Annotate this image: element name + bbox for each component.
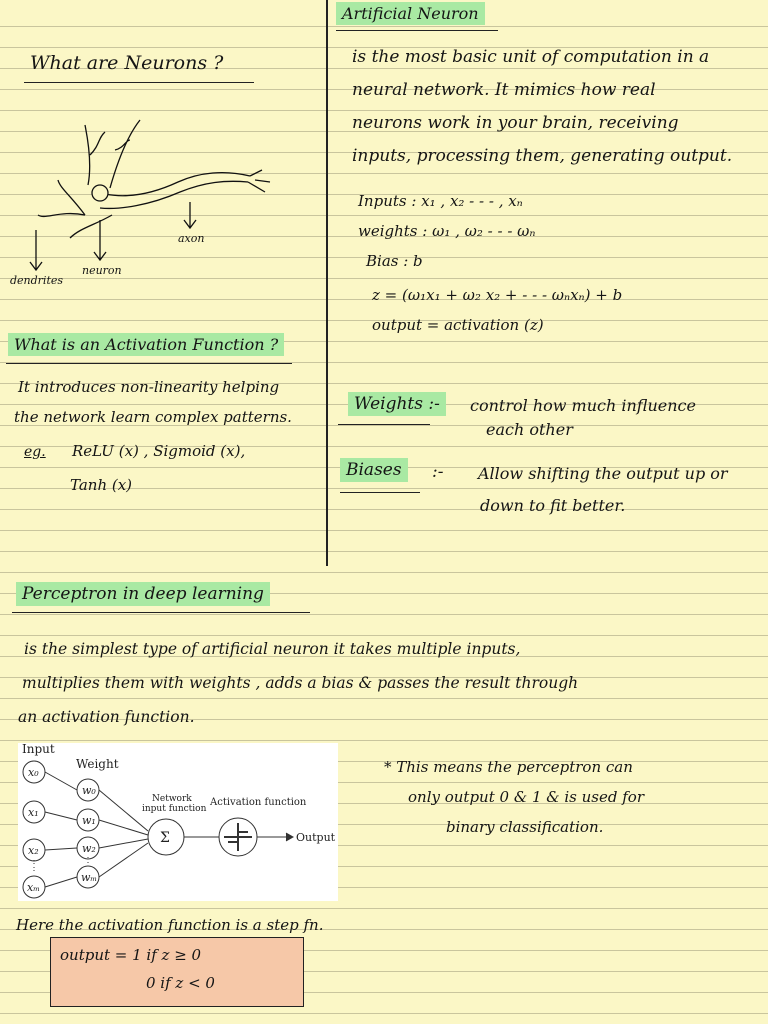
diagram-weight-title: Weight xyxy=(76,757,119,771)
divider-top xyxy=(326,0,328,326)
perceptron-note-3: binary classification. xyxy=(446,818,604,836)
perceptron-heading-underline xyxy=(12,612,310,613)
artificial-desc-3: neurons work in your brain, receiving xyxy=(352,113,679,133)
biases-desc-1: Allow shifting the output up or xyxy=(478,464,728,483)
artificial-formula: z = (ω₁x₁ + ω₂ x₂ + - - - ωₙxₙ) + b xyxy=(372,286,623,304)
neuron-heading-underline xyxy=(24,82,254,83)
step-line-1: output = 1 if z ≥ 0 xyxy=(60,946,202,964)
diagram-output-label: Output xyxy=(296,831,336,844)
artificial-weights: weights : ω₁ , ω₂ - - - ωₙ xyxy=(358,222,536,240)
perceptron-heading: Perceptron in deep learning xyxy=(16,582,270,606)
perceptron-note-2: only output 0 & 1 & is used for xyxy=(408,788,644,806)
biases-sep: :- xyxy=(432,462,444,482)
perceptron-desc-3: an activation function. xyxy=(18,708,195,726)
diagram-act-label: Activation function xyxy=(210,797,307,808)
label-axon: axon xyxy=(178,232,205,245)
label-dendrites: dendrites xyxy=(10,274,64,287)
biases-underline xyxy=(340,492,420,493)
perceptron-desc-2: multiplies them with weights , adds a bias & passes the result through xyxy=(22,674,579,692)
activation-heading: What is an Activation Function ? xyxy=(8,333,284,356)
weights-term: Weights :- xyxy=(348,392,446,416)
activation-desc-1: It introduces non-linearity helping xyxy=(18,378,280,396)
activation-eg-1: ReLU (x) , Sigmoid (x), xyxy=(72,442,246,460)
label-neuron: neuron xyxy=(82,264,122,277)
perceptron-diagram-svg xyxy=(18,743,338,901)
artificial-desc-1: is the most basic unit of computation in a xyxy=(352,47,710,67)
activation-heading-underline xyxy=(6,363,292,364)
diagram-input-0: x₀ xyxy=(28,766,39,779)
activation-eg-2: Tanh (x) xyxy=(70,476,133,494)
biases-desc-2: down to fit better. xyxy=(480,496,626,515)
step-line-2: 0 if z < 0 xyxy=(146,974,215,992)
diagram-input-1: x₁ xyxy=(28,806,39,819)
artificial-desc-2: neural network. It mimics how real xyxy=(352,80,656,100)
artificial-heading-underline xyxy=(336,30,498,31)
artificial-desc-4: inputs, processing them, generating output. xyxy=(352,146,733,166)
diagram-weight-0: w₀ xyxy=(82,784,96,797)
diagram-input-3: xₘ xyxy=(27,881,40,894)
diagram-sum-symbol: Σ xyxy=(160,830,170,846)
neuron-heading: What are Neurons ? xyxy=(30,52,224,74)
weights-underline xyxy=(338,424,430,425)
neuron-sketch xyxy=(0,110,320,290)
perceptron-desc-1: is the simplest type of artificial neuron it takes multiple inputs, xyxy=(24,640,521,658)
perceptron-note-1: * This means the perceptron can xyxy=(384,758,633,776)
diagram-weight-2: w₂ xyxy=(82,842,96,855)
diagram-input-2: x₂ xyxy=(28,844,39,857)
artificial-bias: Bias : b xyxy=(366,252,423,270)
weights-desc-1: control how much influence xyxy=(470,396,696,415)
diagram-net-label-1: Network xyxy=(152,794,192,804)
artificial-output: output = activation (z) xyxy=(372,316,544,334)
activation-desc-2: the network learn complex patterns. xyxy=(14,408,292,426)
biases-term: Biases xyxy=(340,458,408,482)
diagram-weight-3: wₘ xyxy=(81,871,98,884)
weights-desc-2: each other xyxy=(486,420,573,439)
artificial-heading: Artificial Neuron xyxy=(336,2,485,25)
diagram-net-label-2: input function xyxy=(142,804,207,814)
artificial-inputs: Inputs : x₁ , x₂ - - - , xₙ xyxy=(358,192,523,210)
perceptron-diagram xyxy=(18,743,338,901)
activation-eg-label: eg. xyxy=(24,444,46,460)
diagram-input-title: Input xyxy=(22,743,55,756)
diagram-weight-1: w₁ xyxy=(82,814,96,827)
step-intro: Here the activation function is a step fn. xyxy=(16,916,324,934)
divider-middle xyxy=(326,326,328,566)
